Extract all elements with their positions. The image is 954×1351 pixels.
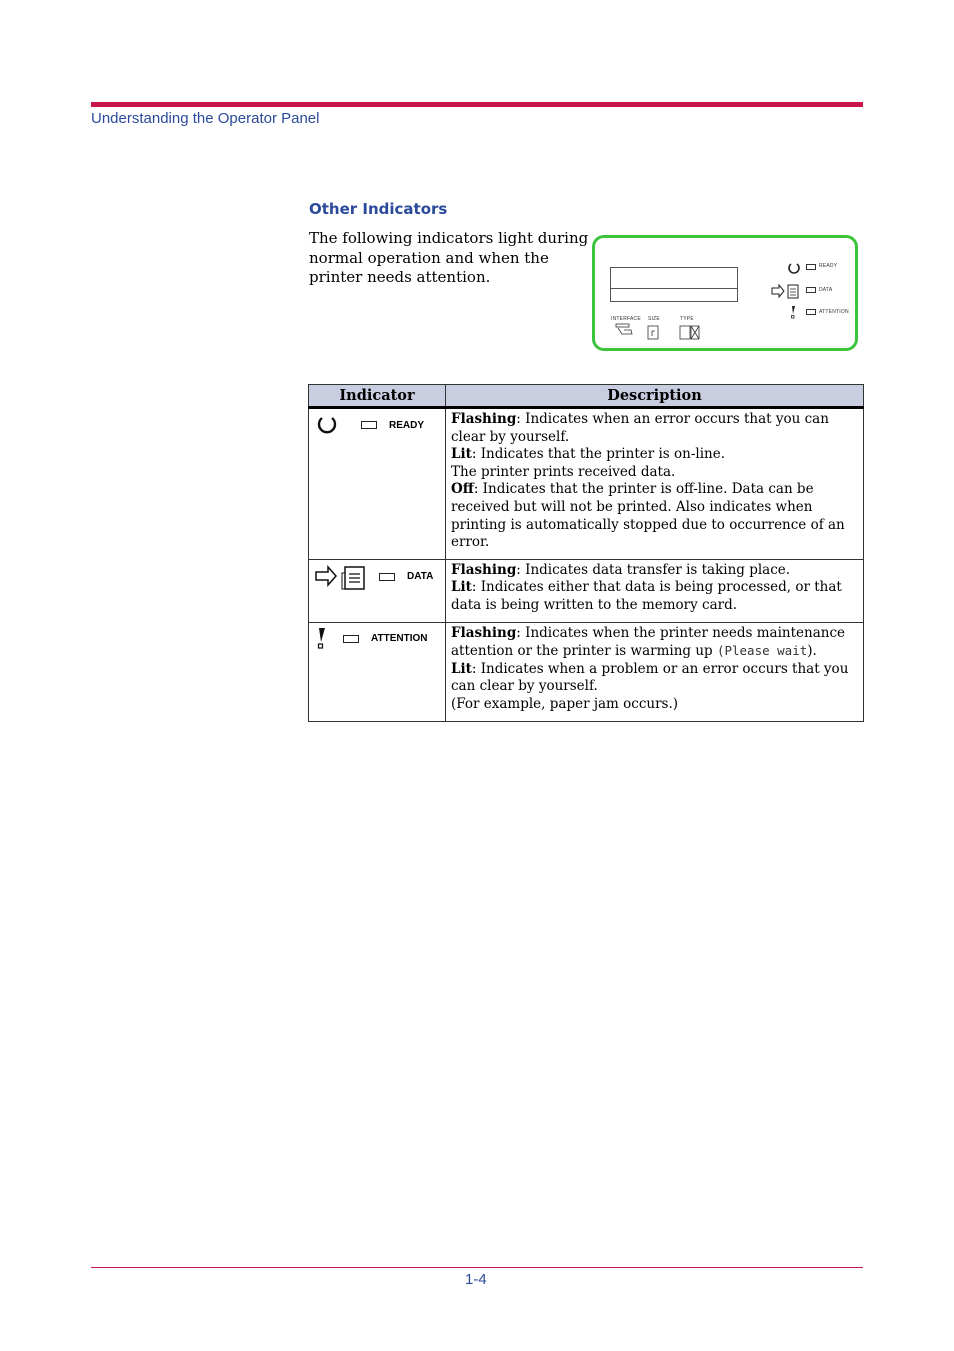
description-line: Lit: Indicates either that data is being processed, or that data is being written to the memory card.: [451, 579, 842, 613]
panel-ready-label: READY: [819, 263, 838, 269]
description-line: Lit: Indicates that the printer is on-line.: [451, 446, 726, 463]
panel-power-icon: [787, 261, 801, 275]
lcd-divider: [610, 288, 738, 289]
please-wait-code: (Please wait: [716, 643, 808, 659]
data-transfer-icon: [315, 564, 369, 590]
lcd-display: [610, 267, 738, 302]
power-icon: [315, 413, 341, 437]
description-line: Lit: Indicates when a problem or an error occurs that you can clear by yourself.: [451, 660, 849, 695]
indicator-label: READY: [389, 419, 425, 431]
description-line: Off: Indicates that the printer is off-line. Data can be received but will not be printed. Also indicates when printing is automatically stopped due to occurrence of an error.: [451, 481, 845, 551]
description-column-header: Description: [446, 385, 864, 408]
page-number: 1-4: [465, 1271, 487, 1288]
type-label: TYPE: [680, 316, 694, 322]
section-heading: Other Indicators: [309, 200, 448, 218]
paper-settings-icons: [614, 322, 709, 340]
panel-data-led: [806, 287, 816, 293]
indicator-column-header: Indicator: [309, 385, 446, 408]
table-row-data: [309, 559, 864, 622]
description-line: Flashing: Indicates when the printer needs maintenance attention or the printer is warming up (Please wait).: [451, 624, 846, 660]
footer-rule: [91, 1267, 863, 1268]
indicator-label: DATA: [407, 571, 434, 583]
indicator-cell: [309, 622, 446, 721]
exclamation-icon: [315, 627, 327, 651]
running-header: Understanding the Operator Panel: [91, 110, 320, 127]
description-line: (For example, paper jam occurs.): [451, 695, 679, 712]
operator-panel-illustration: [592, 235, 858, 351]
panel-attention-led: [806, 309, 816, 315]
description-cell: [446, 408, 864, 560]
panel-attention-icon: [789, 305, 797, 319]
panel-data-label: DATA: [819, 287, 833, 293]
description-line: Flashing: Indicates data transfer is taking place.: [451, 561, 791, 578]
description-line: Flashing: Indicates when an error occurs that you can clear by yourself.: [451, 411, 829, 445]
header-rule: [91, 102, 863, 107]
description-cell: [446, 622, 864, 721]
description-line: The printer prints received data.: [451, 463, 676, 480]
indicator-cell: [309, 408, 446, 560]
panel-ready-led: [806, 264, 816, 270]
indicator-label: ATTENTION: [371, 633, 428, 645]
led-indicator: [361, 421, 377, 429]
indicator-table: [308, 384, 864, 722]
table-row-attention: [309, 622, 864, 721]
indicator-cell: [309, 559, 446, 622]
table-row-ready: [309, 408, 864, 560]
panel-data-icon: [771, 283, 801, 299]
description-cell: [446, 559, 864, 622]
led-indicator: [379, 573, 395, 581]
interface-label: INTERFACE: [611, 316, 641, 322]
size-label: SIZE: [648, 316, 660, 322]
led-indicator: [343, 635, 359, 643]
panel-attention-label: ATTENTION: [819, 309, 849, 315]
intro-paragraph: The following indicators light during normal operation and when the printer needs attention.: [309, 229, 589, 286]
